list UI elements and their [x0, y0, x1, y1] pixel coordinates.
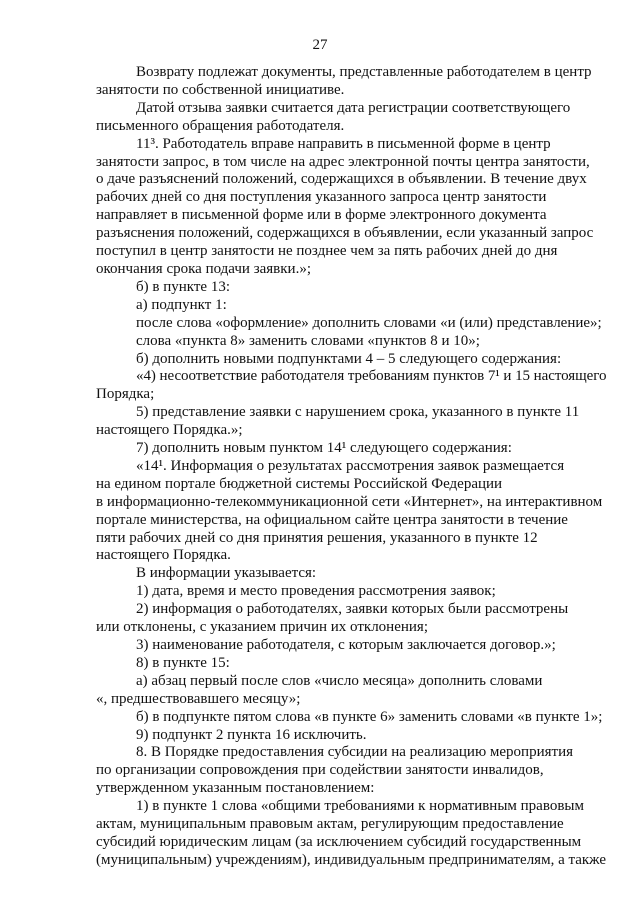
text-line: «, предшествовавшего месяцу»; [96, 690, 301, 707]
text-line: Порядка; [96, 386, 155, 403]
text-line: (муниципальным) учреждениям), индивидуальным предпринимателям, а также [96, 851, 606, 868]
text-line: 3) наименование работодателя, с которым заключается договор.»; [136, 637, 556, 653]
text-line: В информации указывается: [136, 565, 317, 582]
text-line: пяти рабочих дней со дня принятия решения, указанного в пункте 12 [96, 529, 538, 546]
text-line: Датой отзыва заявки считается дата регистрации соответствующего [136, 99, 571, 116]
text-line: актам, муниципальным правовым актам, регулирующим предоставление [96, 816, 564, 833]
text-line: 2) информация о работодателях, заявки которых были рассмотрены [136, 601, 569, 618]
text-line: на едином портале бюджетной системы Российской Федерации [96, 475, 503, 492]
text-line: утвержденном указанным постановлением: [96, 780, 375, 797]
text-line: рабочих дней со дня поступления указанного запроса центр занятости [96, 189, 547, 206]
text-line: 5) представление заявки с нарушением срока, указанного в пункте 11 [136, 404, 580, 421]
text-line: окончания срока подачи заявки.»; [96, 260, 311, 277]
text-line: 11³. Работодатель вправе направить в письменной форме в центр [136, 135, 551, 152]
text-line: Возврату подлежат документы, представленные работодателем в центр [136, 64, 592, 80]
text-line: 1) в пункте 1 слова «общими требованиями к нормативным правовым [136, 798, 584, 815]
text-line: 1) дата, время и место проведения рассмотрения заявок; [136, 583, 496, 600]
text-line: а) абзац первый после слов «число месяца» дополнить словами [136, 672, 543, 689]
text-line: портале министерства, на официальном сайте центра занятости в течение [96, 511, 568, 528]
page-number: 27 [312, 37, 328, 53]
text-line: занятости запрос, в том числе на адрес электронной почты центра занятости, [96, 153, 590, 170]
text-line: о даче разъяснений положений, содержащихся в объявлении. В течение двух [96, 171, 587, 188]
text-line: б) в подпункте пятом слова «в пункте 6» заменить словами «в пункте 1»; [136, 708, 603, 725]
text-line: занятости по собственной инициативе. [96, 81, 345, 98]
text-line: или отклонены, с указанием причин их отклонения; [96, 619, 428, 636]
text-line: после слова «оформление» дополнить словами «и (или) представление»; [136, 314, 602, 331]
text-line: 8) в пункте 15: [136, 654, 230, 671]
text-line: разъяснения положений, содержащихся в объявлении, если указанный запрос [96, 225, 594, 242]
text-line: по организации сопровождения при содействии занятости инвалидов, [96, 762, 544, 779]
text-line: в информационно-телекоммуникационной сети «Интернет», на интерактивном [96, 493, 603, 510]
text-line: направляет в письменной форме или в форме электронного документа [96, 207, 547, 224]
text-line: письменного обращения работодателя. [96, 117, 345, 134]
text-line: 7) дополнить новым пунктом 14¹ следующего содержания: [136, 440, 512, 457]
document-body [96, 64, 606, 870]
text-line: настоящего Порядка. [96, 547, 231, 564]
text-line: слова «пункта 8» заменить словами «пунктов 8 и 10»; [136, 332, 480, 349]
text-line: 9) подпункт 2 пункта 16 исключить. [136, 726, 367, 743]
text-line: субсидий юридическим лицам (за исключением субсидий государственным [96, 833, 582, 850]
text-line: а) подпункт 1: [136, 296, 227, 313]
text-line: 8. В Порядке предоставления субсидии на реализацию мероприятия [136, 744, 573, 761]
text-line: «4) несоответствие работодателя требованиям пунктов 7¹ и 15 настоящего [136, 368, 607, 385]
text-line: настоящего Порядка.»; [96, 422, 243, 439]
text-line: поступил в центр занятости не позднее чем за пять рабочих дней до дня [96, 243, 558, 260]
text-line: б) дополнить новыми подпунктами 4 – 5 следующего содержания: [136, 350, 562, 367]
text-line: «14¹. Информация о результатах рассмотрения заявок размещается [136, 457, 565, 474]
text-line: б) в пункте 13: [136, 278, 230, 295]
